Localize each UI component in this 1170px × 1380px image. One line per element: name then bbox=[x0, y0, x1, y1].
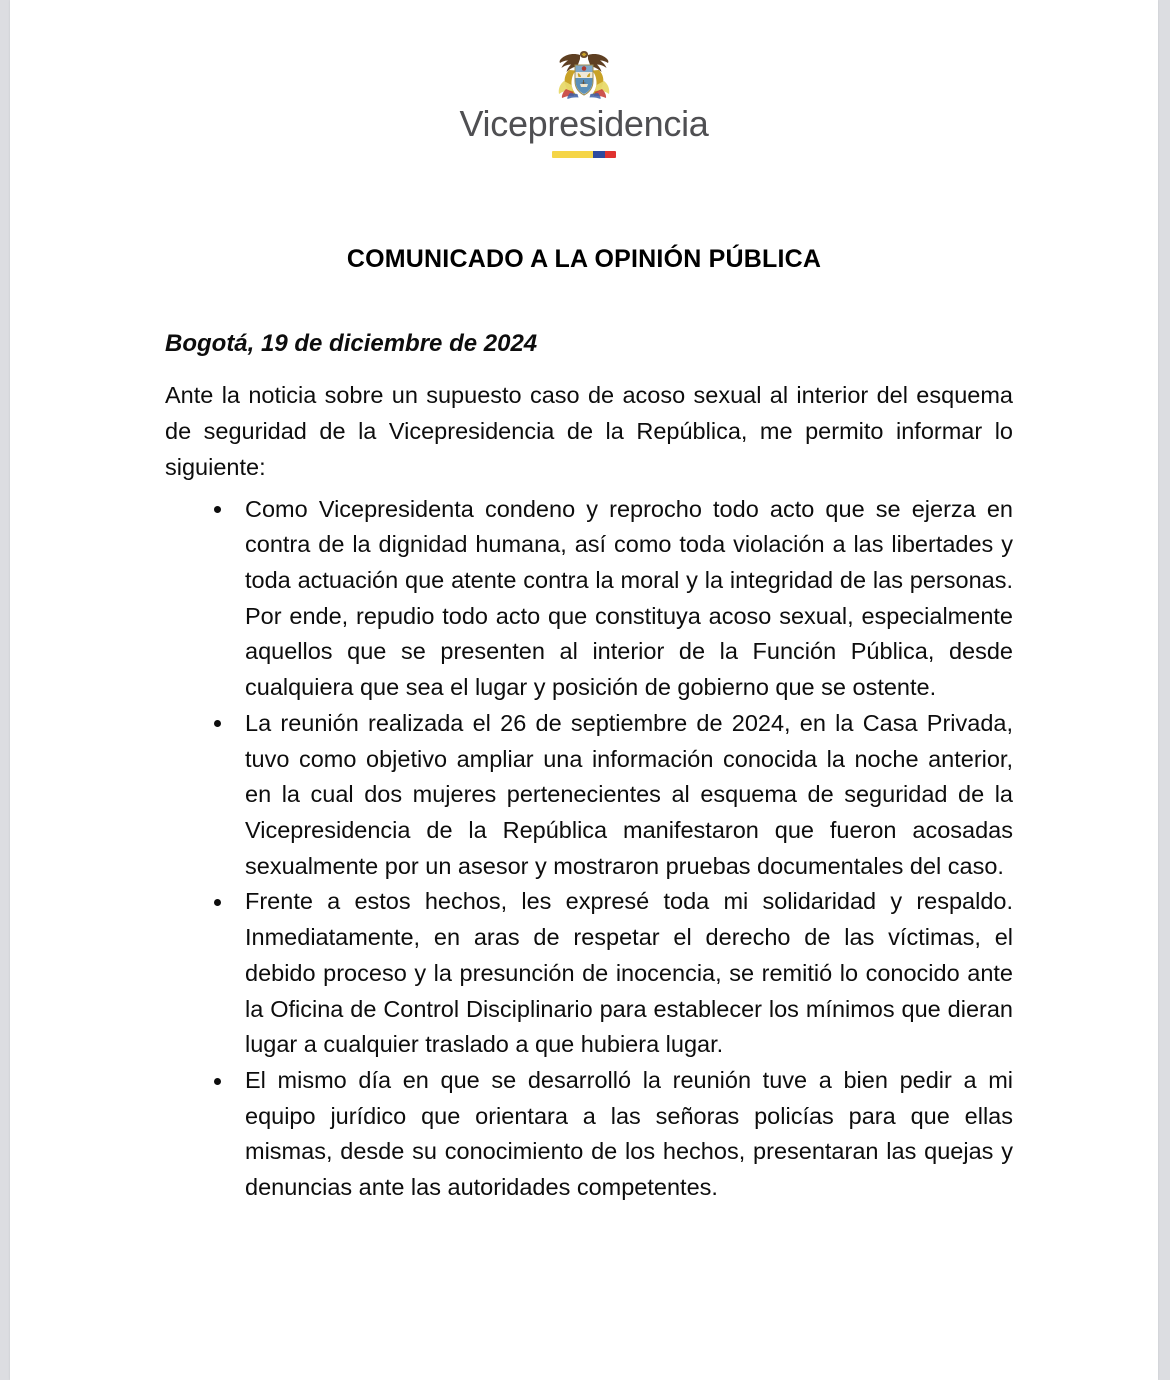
list-item: Como Vicepresidenta condeno y reprocho todo acto que se ejerza en contra de la dignidad humana, así como toda violación a las libertades y toda actuación que atente contra la moral y la integridad de las personas. Por ende, repudio todo acto que constituya acoso sexual, especialmente aquellos que se presenten al interior de la Función Pública, desde cualquiera que sea el lugar y posición de gobierno que se ostente. bbox=[165, 492, 1013, 706]
document-page bbox=[10, 0, 1158, 1380]
brand-wordmark: Vicepresidencia bbox=[459, 103, 709, 144]
intro-paragraph: Ante la noticia sobre un supuesto caso de acoso sexual al interior del esquema de seguridad de la Vicepresidencia de la República, me permito informar lo siguiente: bbox=[165, 382, 1013, 480]
letterhead bbox=[10, 0, 1158, 158]
page-title: COMUNICADO A LA OPINIÓN PÚBLICA bbox=[346, 244, 822, 273]
statement-bullet-list bbox=[165, 492, 1013, 1206]
flag-segment-yellow bbox=[552, 151, 593, 158]
list-item: La reunión realizada el 26 de septiembre de 2024, en la Casa Privada, tuvo como objetivo ampliar una información conocida la noche anterior, en la cual dos mujeres pertenecientes al esquema de seguridad de la Vicepresidencia de la República manifestaron que fueron acosadas sexualmente por un asesor y mostraron pruebas documentales del caso. bbox=[165, 706, 1013, 885]
flag-segment-red bbox=[605, 151, 616, 158]
colombia-coat-of-arms-icon bbox=[555, 48, 613, 100]
document-body bbox=[165, 328, 1013, 1206]
flag-segment-blue bbox=[593, 151, 604, 158]
colombia-flag-bar-icon bbox=[552, 151, 616, 158]
dateline: Bogotá, 19 de diciembre de 2024 bbox=[165, 330, 538, 357]
list-item: El mismo día en que se desarrolló la reunión tuve a bien pedir a mi equipo jurídico que orientara a las señoras policías para que ellas mismas, desde su conocimiento de los hechos, presentaran las quejas y denuncias ante las autoridades competentes. bbox=[165, 1063, 1013, 1206]
list-item: Frente a estos hechos, les expresé toda mi solidaridad y respaldo. Inmediatamente, en aras de respetar el derecho de las víctimas, el debido proceso y la presunción de inocencia, se remitió lo conocido ante la Oficina de Control Disciplinario para establecer los mínimos que dieran lugar a cualquier traslado a que hubiera lugar. bbox=[165, 884, 1013, 1063]
